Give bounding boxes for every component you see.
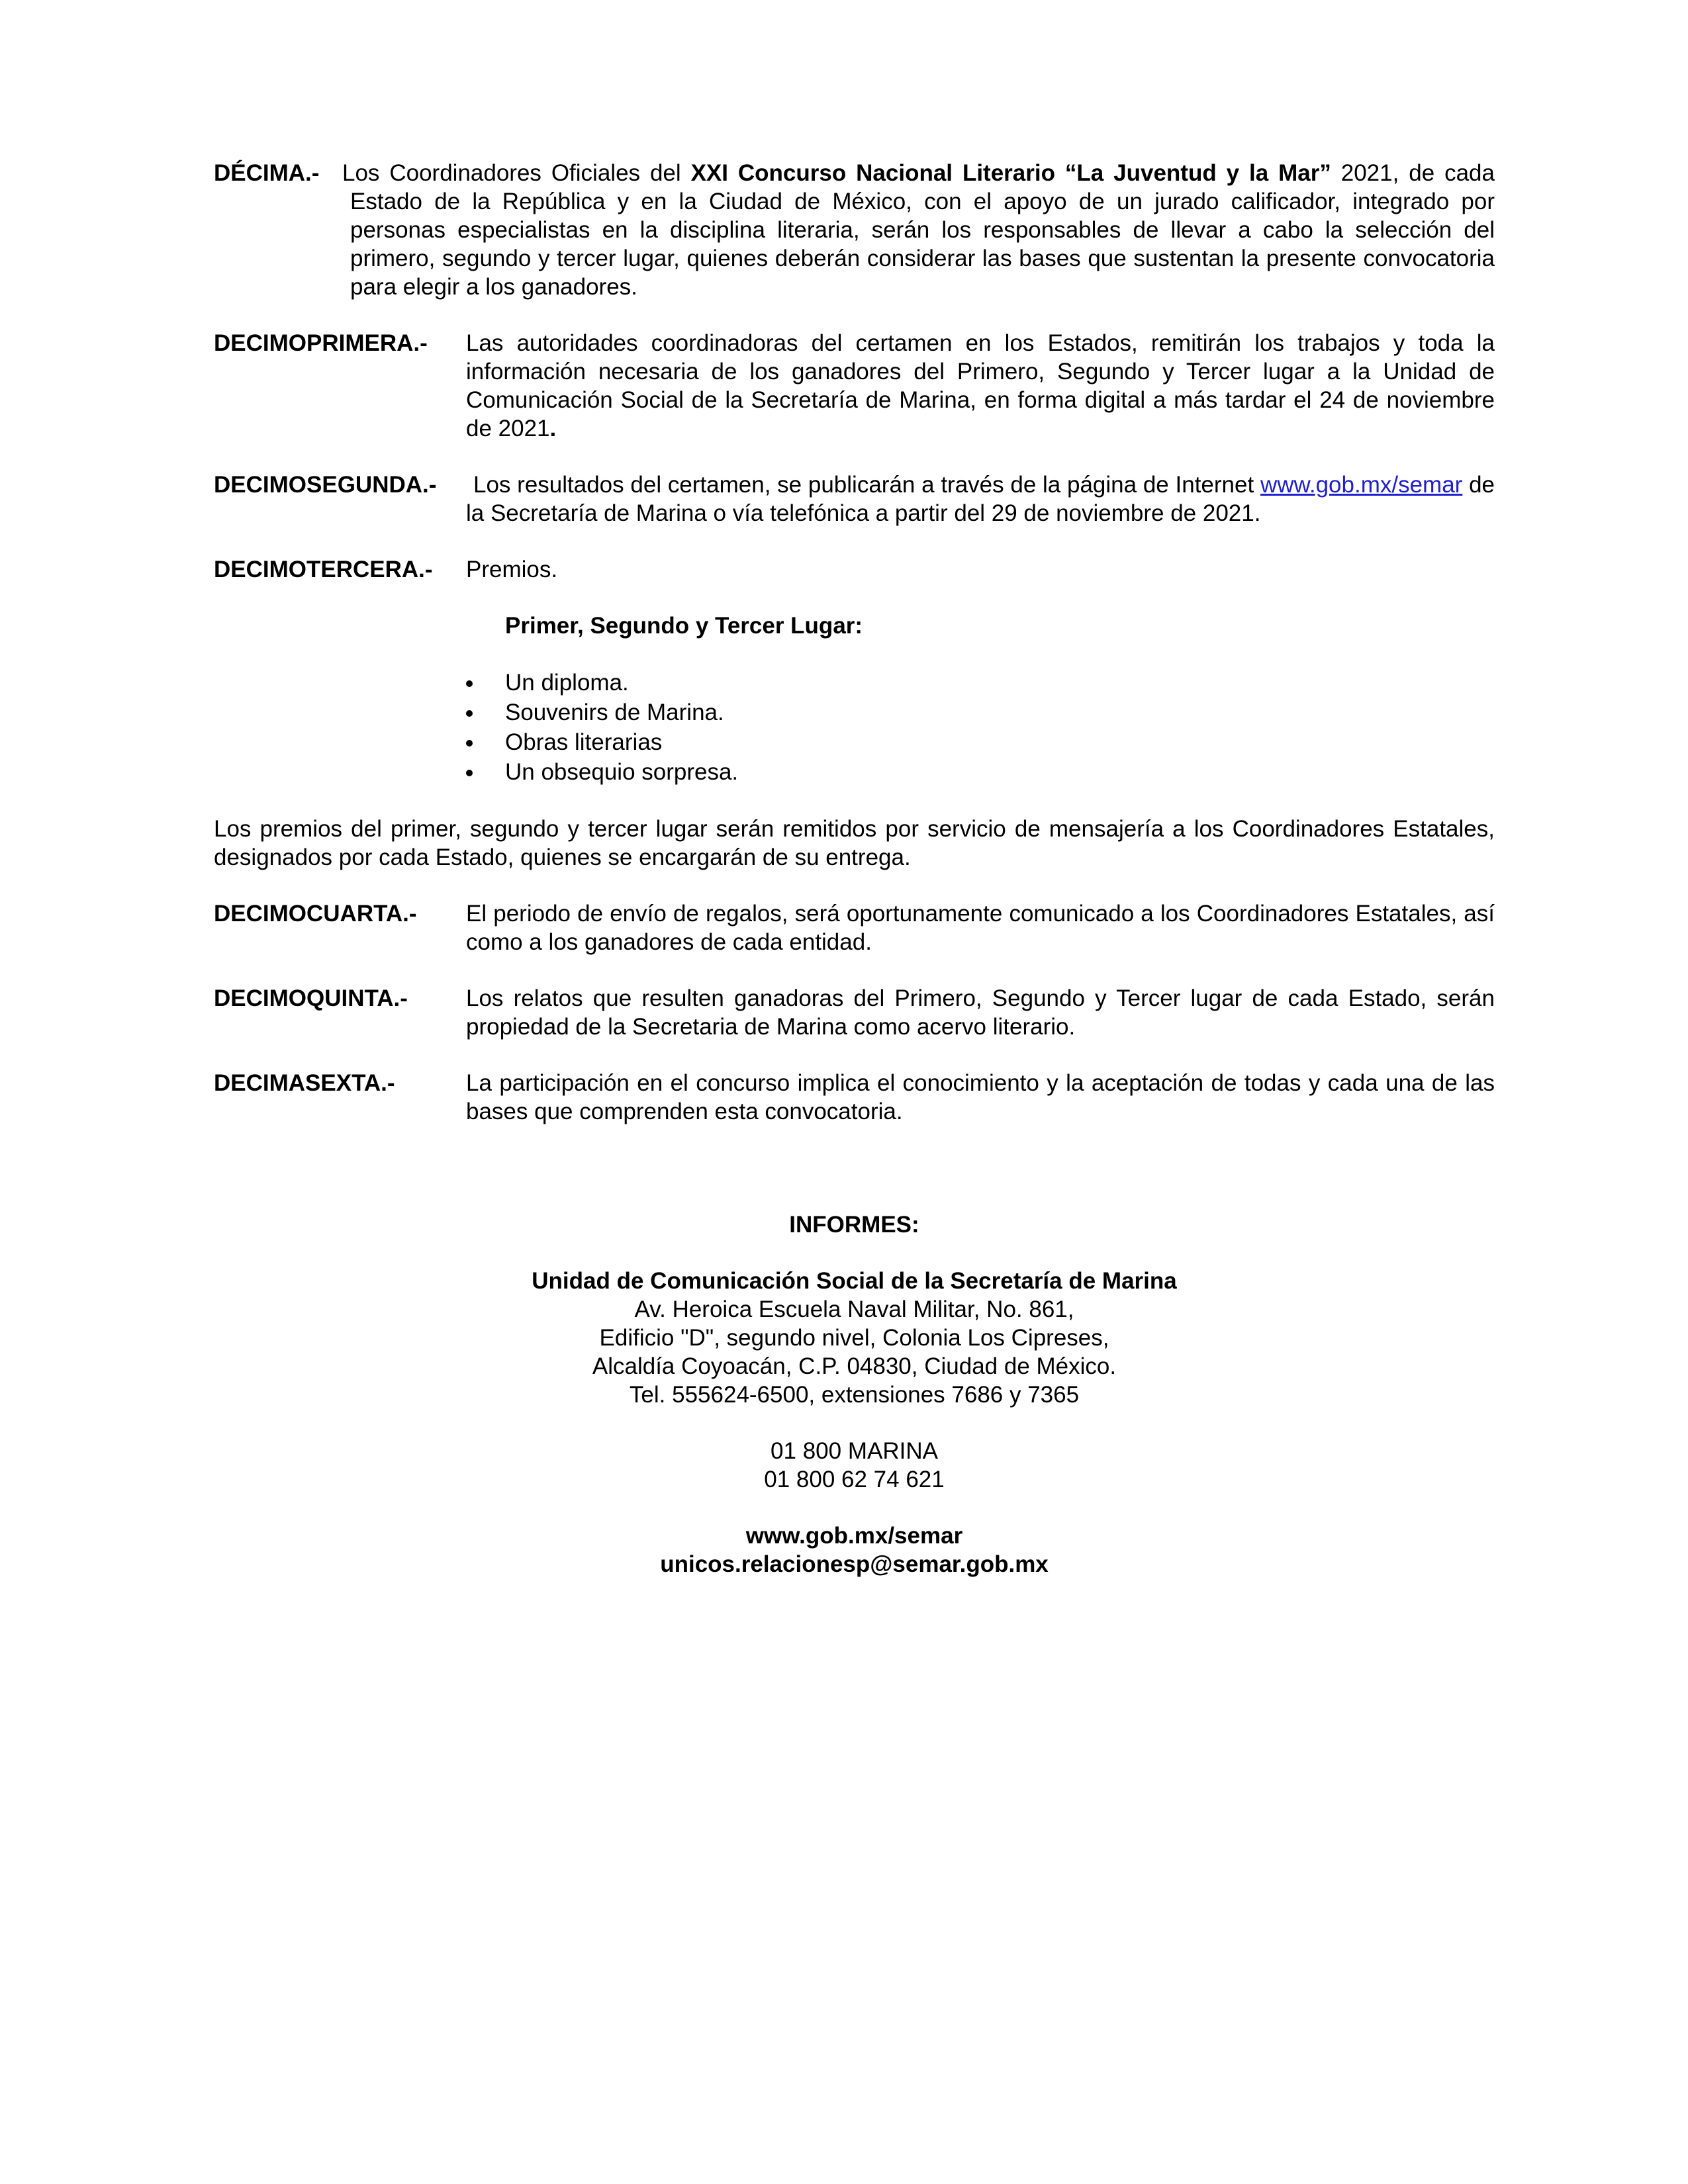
clause-term: DECIMOSEGUNDA.- <box>214 472 437 498</box>
bullet-icon <box>466 710 473 717</box>
clause-body <box>342 159 1495 301</box>
contest-name: XXI Concurso Nacional Literario “La Juventud y la Mar” <box>690 160 1331 186</box>
informes-heading <box>214 1210 1495 1239</box>
unit-name-text: Unidad de Comunicación Social de la Secretaría de Marina <box>532 1268 1177 1294</box>
clause-term: DECIMOQUINTA.- <box>214 985 408 1011</box>
address-line: Av. Heroica Escuela Naval Militar, No. 861, <box>634 1297 1074 1322</box>
clause-term: DÉCIMA.- <box>214 160 320 186</box>
website <box>214 1522 1495 1550</box>
list-item <box>466 698 1495 727</box>
clause-text: Los Coordinadores Oficiales del <box>342 160 681 186</box>
clause-body <box>466 329 1495 443</box>
prize-text: Souvenirs de Marina. <box>505 700 724 725</box>
clause-decimoquinta <box>214 984 1495 1041</box>
clause-end-mark: . <box>549 416 557 441</box>
informes-heading-text: INFORMES: <box>789 1212 919 1238</box>
prizes-subheading: Primer, Segundo y Tercer Lugar: <box>505 613 863 639</box>
clause-body: El periodo de envío de regalos, será oportunamente comunicado a los Coordinadores Estatales, así como a los ganadores de cada entidad. <box>466 901 1495 955</box>
list-item <box>466 727 1495 757</box>
clause-decimasexta <box>214 1069 1495 1126</box>
clause-decimotercera <box>214 555 1495 584</box>
clause-text: 2021, de cada Estado de la República y en la Ciudad de México, con el apoyo de un jurado calificador, integrado por personas especialistas en la disciplina literaria, serán los responsables de llevar a cabo la selección del primero, segundo y tercer lugar, quienes deberán considerar las bases que sustentan la presente convocatoria para elegir a los ganadores. <box>350 160 1495 300</box>
clause-decimoprimera <box>214 329 1495 443</box>
clause-text: Los resultados del certamen, se publicarán a través de la página de Internet <box>473 472 1254 498</box>
prize-text: Obras literarias <box>505 729 663 755</box>
clause-term: DECIMASEXTA.- <box>214 1070 395 1096</box>
prizes-list <box>466 668 1495 787</box>
semar-website-link[interactable]: www.gob.mx/semar <box>1260 472 1463 498</box>
prize-text: Un obsequio sorpresa. <box>505 759 739 785</box>
clause-body: La participación en el concurso implica el conocimiento y la aceptación de todas y cada una de las bases que comprenden esta convocatoria. <box>466 1070 1495 1124</box>
email-text: unicos.relacionesp@semar.gob.mx <box>660 1551 1049 1577</box>
bullet-icon <box>466 740 473 747</box>
phone-line: 01 800 MARINA <box>771 1438 938 1464</box>
address-line: Edificio "D", segundo nivel, Colonia Los Cipreses, <box>599 1325 1109 1351</box>
clause-term: DECIMOTERCERA.- <box>214 557 433 582</box>
address-line: Alcaldía Coyoacán, C.P. 04830, Ciudad de México. <box>592 1353 1117 1379</box>
informes-section <box>214 1210 1495 1578</box>
document-page <box>214 159 1495 1578</box>
clause-body: Premios. <box>466 557 558 582</box>
clause-decimosegunda <box>214 471 1495 527</box>
clause-text: Las autoridades coordinadoras del certamen en los Estados, remitirán los trabajos y toda la información necesaria de los ganadores del Primero, Segundo y Tercer lugar a la Unidad de Comunicación Social de la Secretaría de Marina, en forma digital a más tardar el 24 de noviembre de 2021 <box>466 330 1495 441</box>
prizes-note: Los premios del primer, segundo y tercer lugar serán remitidos por servicio de mensajería a los Coordinadores Estatales, designados por cada Estado, quienes se encargarán de su entrega. <box>214 816 1495 870</box>
clause-decimocuarta <box>214 899 1495 956</box>
clause-decima <box>214 159 1495 301</box>
list-item <box>466 668 1495 698</box>
clause-text: de la Secretaría de Marina o vía telefónica a partir del 29 de noviembre de 2021. <box>466 472 1495 526</box>
bullet-icon <box>466 680 473 687</box>
phone-extensions: Tel. 555624-6500, extensiones 7686 y 7365 <box>629 1382 1080 1408</box>
clause-body: Los relatos que resulten ganadoras del Primero, Segundo y Tercer lugar de cada Estado, serán propiedad de la Secretaria de Marina como acervo literario. <box>466 985 1495 1040</box>
clause-body <box>466 471 1495 527</box>
phone-line: 01 800 62 74 621 <box>764 1467 945 1492</box>
bullet-icon <box>466 770 473 776</box>
unit-name <box>214 1267 1495 1295</box>
clause-term: DECIMOCUARTA.- <box>214 901 417 927</box>
clause-term: DECIMOPRIMERA.- <box>214 330 428 356</box>
email <box>214 1550 1495 1578</box>
website-text: www.gob.mx/semar <box>745 1523 963 1549</box>
list-item <box>466 757 1495 787</box>
prize-text: Un diploma. <box>505 670 629 696</box>
